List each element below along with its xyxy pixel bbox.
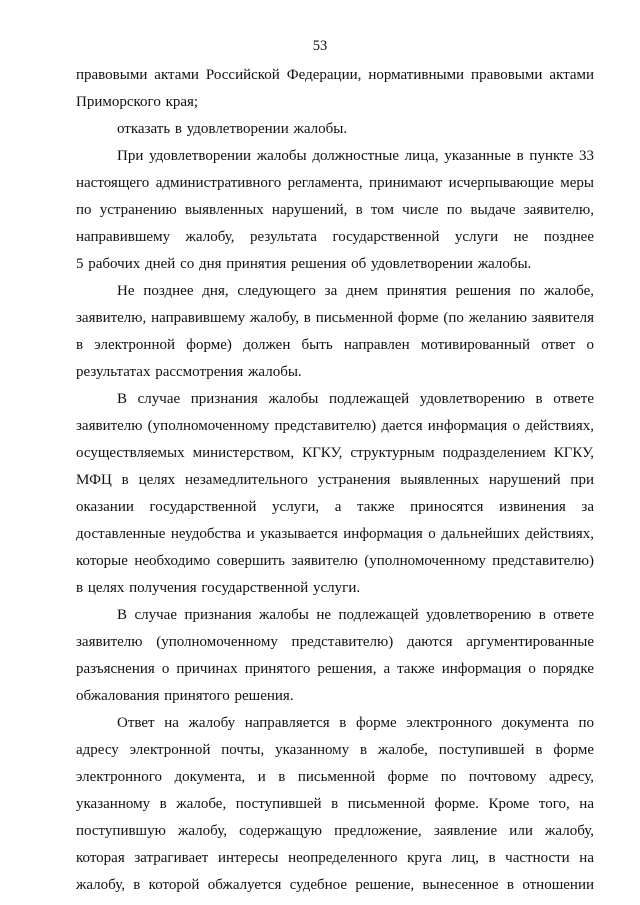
text-line: результатах рассмотрения жалобы. <box>76 364 302 380</box>
text-line: Приморского края; <box>76 94 199 110</box>
text-line: В случае признания жалобы подлежащей удовлетворению в ответе <box>117 391 594 407</box>
text-line: поступившую жалобу, содержащую предложение, заявление или жалобу, <box>76 823 594 839</box>
text-line: в целях получения государственной услуги. <box>76 580 361 596</box>
body-text <box>76 62 594 899</box>
text-line: адресу электронной почты, указанному в жалобе, поступившей в форме <box>76 742 594 758</box>
text-line: электронного документа, и в письменной форме по почтовому адресу, <box>76 769 594 785</box>
text-line: Ответ на жалобу направляется в форме электронного документа по <box>117 715 594 731</box>
text-line: правовыми актами Российской Федерации, нормативными правовыми актами <box>76 67 594 83</box>
text-line: доставленные неудобства и указывается информация о дальнейших действиях, <box>76 526 594 542</box>
text-line: отказать в удовлетворении жалобы. <box>117 121 348 137</box>
text-line: по устранению выявленных нарушений, в том числе по выдаче заявителю, <box>76 202 594 218</box>
text-line: 5 рабочих дней со дня принятия решения об удовлетворении жалобы. <box>76 256 532 272</box>
text-line: заявителю (уполномоченному представителю) даются аргументированные <box>76 634 594 650</box>
text-line: разъяснения о причинах принятого решения, а также информация о порядке <box>76 661 594 677</box>
text-line: осуществляемых министерством, КГКУ, структурным подразделением КГКУ, <box>76 445 594 461</box>
text-line: направившему жалобу, результата государственной услуги не позднее <box>76 229 594 245</box>
text-line: При удовлетворении жалобы должностные лица, указанные в пункте 33 <box>117 148 594 164</box>
text-line: обжалования принятого решения. <box>76 688 294 704</box>
text-line: которые необходимо совершить заявителю (уполномоченному представителю) <box>76 553 594 569</box>
text-line: Не позднее дня, следующего за днем принятия решения по жалобе, <box>117 283 594 299</box>
text-line: МФЦ в целях незамедлительного устранения выявленных нарушений при <box>76 472 594 488</box>
page-number: 53 <box>312 38 328 54</box>
text-line: заявителю (уполномоченному представителю) дается информация о действиях, <box>76 418 594 434</box>
text-line: заявителю, направившему жалобу, в письменной форме (по желанию заявителя <box>76 310 594 326</box>
text-line: жалобу, в которой обжалуется судебное решение, вынесенное в отношении <box>76 877 594 893</box>
text-line: в электронной форме) должен быть направлен мотивированный ответ о <box>76 337 594 353</box>
text-line: В случае признания жалобы не подлежащей удовлетворению в ответе <box>117 607 594 623</box>
text-line: оказании государственной услуги, а также приносятся извинения за <box>76 499 594 515</box>
text-line: настоящего административного регламента, принимают исчерпывающие меры <box>76 175 594 191</box>
text-line: которая затрагивает интересы неопределенного круга лиц, в частности на <box>76 850 594 866</box>
text-line: указанному в жалобе, поступившей в письменной форме. Кроме того, на <box>76 796 594 812</box>
